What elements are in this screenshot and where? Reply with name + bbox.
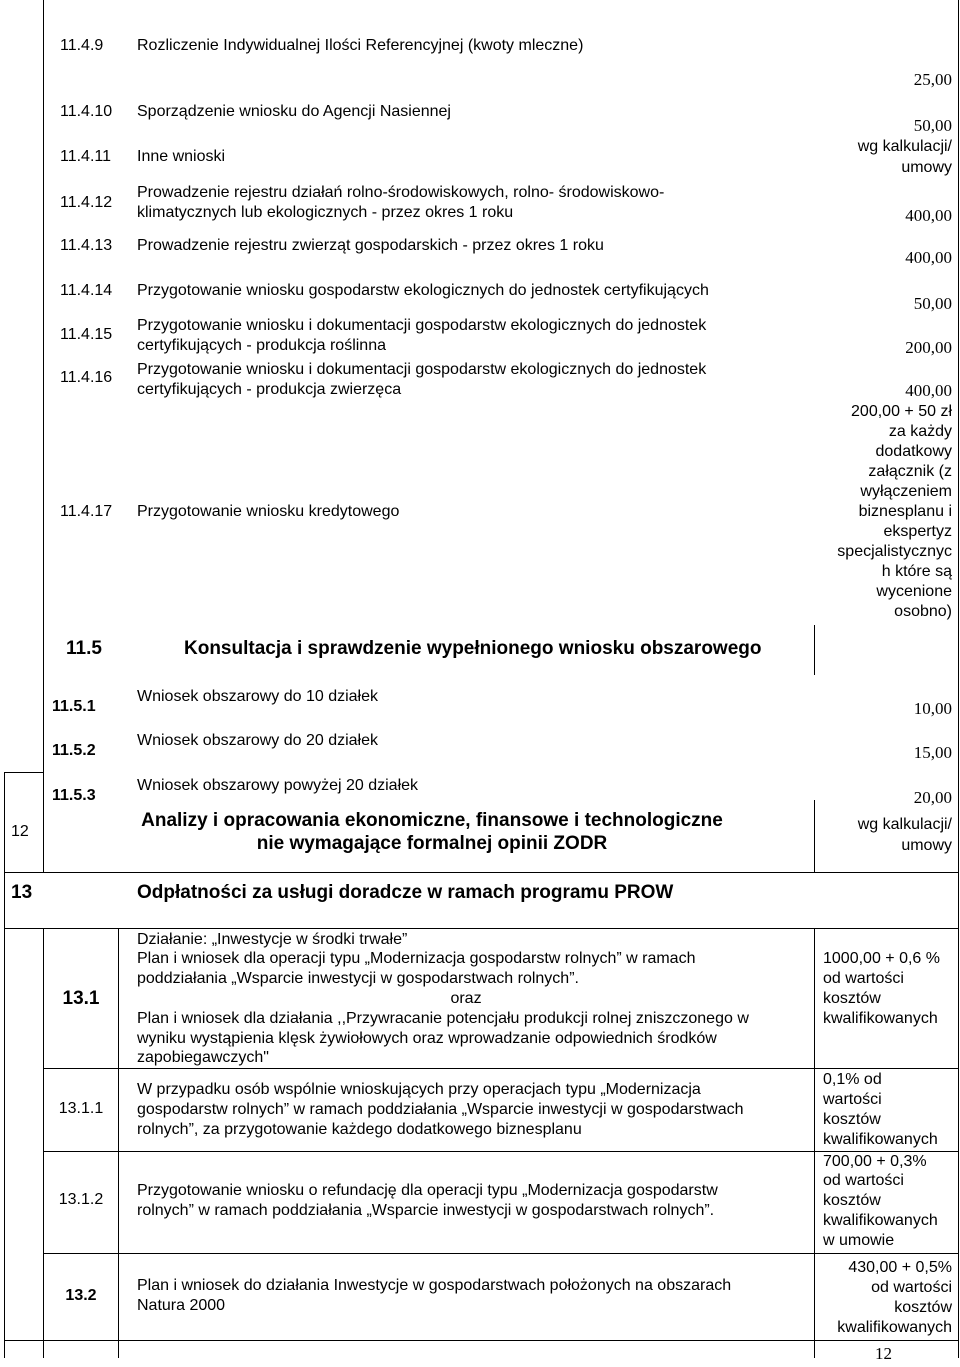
row-price-line: kwalifikowanych [823,1212,938,1229]
row-price-line: załącznik (z [868,463,952,480]
row-desc: Wniosek obszarowy do 10 działek [137,688,379,705]
row-price-line: kosztów [894,1299,952,1316]
row-desc-line: zapobiegawczych" [137,1049,269,1066]
row-desc-line: Przygotowanie wniosku i dokumentacji gospodarstw ekologicznych do jednostek [137,317,707,334]
row-price-line: wg kalkulacji/ [857,138,952,155]
row-price-line: kwalifikowanych [823,1131,938,1148]
row-price-line: kwalifikowanych [823,1010,938,1027]
row-desc: Przygotowanie wniosku gospodarstw ekologicznych do jednostek certyfikujących [137,282,709,299]
page-number: 12 [875,1344,892,1363]
row-price-line: wycenione [876,583,952,600]
row-num: 13.1 [62,988,100,1009]
row-price-line: od wartości [871,1279,952,1296]
row-price-line: osobno) [894,603,952,620]
row-price-line: za każdy [888,423,952,440]
row-num: 11.4.17 [60,503,113,520]
row-num: 11.4.14 [60,282,113,299]
row-desc-line: poddziałania „Wsparcie inwestycji w gospodarstwach rolnych”. [137,970,579,987]
border-right [958,0,959,928]
col-sep-11-5 [814,625,815,675]
row-price-line: kosztów [823,990,881,1007]
row-price: 10,00 [913,699,952,718]
row-price-line: kosztów [823,1192,881,1209]
row-num: 11.4.15 [60,326,113,343]
row-price-line: od wartości [823,970,904,987]
row-desc-line: Działanie: „Inwestycje w środki trwałe” [137,931,408,948]
table-bottom [4,1340,959,1341]
row-num: 11.5.3 [52,787,96,804]
row-price-line: od wartości [823,1172,904,1189]
row-price: 50,00 [913,116,952,135]
row-price-line: 200,00 + 50 zł [851,403,952,420]
row-desc: Inne wnioski [137,148,226,165]
row-price: 200,00 [905,338,952,357]
row-desc-line: Przygotowanie wniosku i dokumentacji gospodarstw ekologicznych do jednostek [137,361,707,378]
section-title: Odpłatności za usługi doradcze w ramach programu PROW [137,882,674,903]
row-num: 11.4.9 [60,37,104,54]
section-number: 12 [11,823,29,840]
row-desc-line: rolnych” w ramach poddziałania „Wsparcie inwestycji w gospodarstwach rolnych”. [137,1202,715,1219]
row-divider-13-bottom [4,928,959,929]
section-title-line: nie wymagające formalnej opinii ZODR [256,833,608,854]
row-desc-line: rolnych”, za przygotowanie każdego dodatkowego biznesplanu [137,1121,582,1138]
row-desc-line: klimatycznych lub ekologicznych - przez okres 1 roku [137,204,514,221]
col-13-price [814,928,815,1358]
section-title: Konsultacja i sprawdzenie wypełnionego wniosku obszarowego [184,638,762,659]
row-desc-line: W przypadku osób wspólnie wnioskujących przy operacjach typu „Modernizacja [137,1081,701,1098]
row-num: 11.4.12 [60,194,113,211]
row-divider-13-1-1 [43,1151,959,1152]
row-price-line: 0,1% od [823,1071,882,1088]
section-price-line: wg kalkulacji/ [857,816,952,833]
row-price-line: ekspertyz [883,523,952,540]
row-num: 13.1.1 [58,1100,104,1117]
section-price-line: umowy [901,837,952,854]
row-num: 11.4.16 [60,369,113,386]
row-desc-line: Plan i wniosek dla działania ,,Przywracanie potencjału produkcji rolnej zniszczonego w [137,1010,749,1027]
row-price-line: w umowie [823,1232,895,1249]
row-price-line: 1000,00 + 0,6 % [823,950,940,967]
col-13-right [958,928,959,1358]
row-divider-12-bottom [4,872,959,873]
row-desc: Rozliczenie Indywidualnej Ilości Referencyjnej (kwoty mleczne) [137,37,584,54]
col-13-left [4,928,5,1358]
row-price-line: 700,00 + 0,3% [823,1153,927,1170]
row-desc-line: Natura 2000 [137,1297,226,1314]
row-price-line: umowy [901,159,952,176]
row-desc-line: Prowadzenie rejestru działań rolno-środowiskowych, rolno- środowiskowo- [137,184,665,201]
section-number: 13 [11,882,33,903]
row-num: 11.5.2 [52,742,96,759]
row-divider-13-1 [43,1068,959,1069]
row-price-line: wyłączeniem [860,483,952,500]
row-price-line: biznesplanu i [858,503,952,520]
row-num: 11.4.10 [60,103,113,120]
section-title-line: Analizy i opracowania ekonomiczne, finansowe i technologiczne [141,810,723,831]
row-price-line: h które są [881,563,952,580]
row-desc-line: wyniku wystąpienia klęsk żywiołowych oraz wprowadzanie odpowiednich środków [137,1030,717,1047]
row-num: 13.1.2 [58,1191,104,1208]
row-price: 400,00 [905,248,952,267]
row-desc: Prowadzenie rejestru zwierząt gospodarskich - przez okres 1 roku [137,237,604,254]
row-desc-line: certyfikujących - produkcja roślinna [137,337,386,354]
row-price-line: wartości [823,1091,882,1108]
row-num: 11.5.1 [52,698,96,715]
row-desc-line: Przygotowanie wniosku o refundację dla operacji typu „Modernizacja gospodarstw [137,1182,718,1199]
row-price: 50,00 [913,294,952,313]
border-left-outer [4,772,5,928]
row-price-line: dodatkowy [875,443,952,460]
row-price-line: kosztów [823,1111,881,1128]
border-left [43,0,44,872]
row-desc: Przygotowanie wniosku kredytowego [137,503,400,520]
row-price: 400,00 [905,381,952,400]
row-desc: Wniosek obszarowy do 20 działek [137,732,379,749]
row-price: 20,00 [913,788,952,807]
row-desc-line: certyfikujących - produkcja zwierzęca [137,381,402,398]
row-price: 400,00 [905,206,952,225]
row-desc: Wniosek obszarowy powyżej 20 działek [137,777,419,794]
row-desc-oraz: oraz [450,990,482,1007]
row-price: 15,00 [913,743,952,762]
row-price-line: specjalistycznyc [837,543,952,560]
row-desc: Sporządzenie wniosku do Agencji Nasiennej [137,103,451,120]
row-desc-line: Plan i wniosek do działania Inwestycje w gospodarstwach położonych na obszarach [137,1277,732,1294]
row-num: 11.4.13 [60,237,113,254]
row-desc-line: gospodarstw rolnych” w ramach poddziałania „Wsparcie inwestycji w gospodarstwach [137,1101,744,1118]
row-num: 11.4.11 [60,148,112,165]
row-divider-12 [4,772,44,773]
row-divider-13-1-2 [43,1253,959,1254]
row-price-line: 430,00 + 0,5% [848,1259,952,1276]
row-num: 13.2 [65,1287,97,1304]
section-number: 11.5 [66,638,102,659]
row-desc-line: Plan i wniosek dla operacji typu „Modernizacja gospodarstw rolnych” w ramach [137,950,696,967]
row-price-line: kwalifikowanych [837,1319,952,1336]
col-sep-12 [814,800,815,872]
row-price: 25,00 [913,70,952,89]
